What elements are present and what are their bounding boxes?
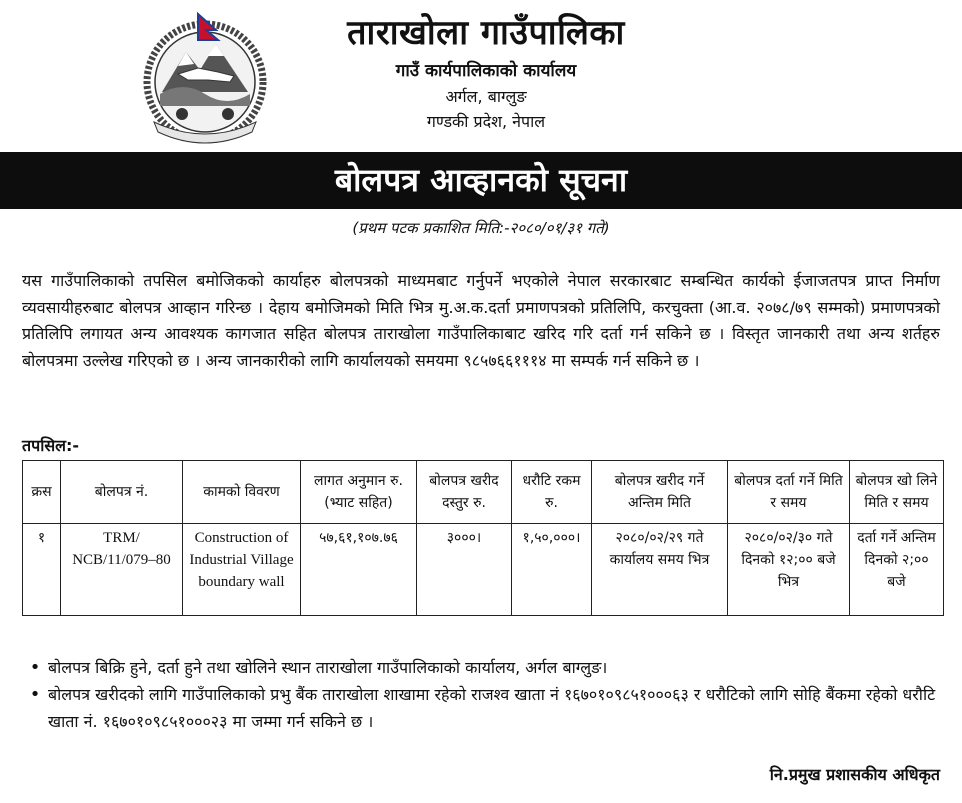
column-header: बोलपत्र दर्ता गर्ने मिति र समय	[728, 461, 850, 524]
list-item	[22, 654, 942, 681]
office-name: गाउँ कार्यपालिकाको कार्यालय	[395, 61, 577, 81]
cell-opening: दर्ता गर्ने अन्तिम दिनको २;०० बजे	[850, 524, 944, 616]
organization-name: ताराखोला गाउँपालिका	[347, 13, 625, 53]
cell-deposit: १,५०,०००।	[512, 524, 592, 616]
cell-registration: २०८०/०२/३० गते दिनको १२;०० बजे भित्र	[728, 524, 850, 616]
column-header: बोलपत्र खरीद दस्तुर रु.	[417, 461, 512, 524]
schedule-label: तपसिल:-	[22, 436, 80, 455]
table-header-row	[23, 461, 944, 524]
table-row	[23, 524, 944, 616]
column-header: धरौटि रकम रु.	[512, 461, 592, 524]
cell-estimate: ५७,६१,१०७.७६	[301, 524, 417, 616]
cell-purchase-deadline: २०८०/०२/२९ गते कार्यालय समय भित्र	[592, 524, 728, 616]
notes-list	[22, 654, 942, 735]
nepal-government-emblem-icon	[138, 10, 272, 148]
note-text: बोलपत्र बिक्रि हुने, दर्ता हुने तथा खोलिने स्थान ताराखोला गाउँपालिकाको कार्यालय, अर्गल बाग्लुङ।	[48, 658, 608, 677]
cell-bid-no: TRM/ NCB/11/079–80	[61, 524, 183, 616]
cell-fee: ३०००।	[417, 524, 512, 616]
column-header: बोलपत्र नं.	[61, 461, 183, 524]
column-header: लागत अनुमान रु. (भ्याट सहित)	[301, 461, 417, 524]
cell-description: Construction of Industrial Village boundary wall	[183, 524, 301, 616]
header-text	[276, 12, 696, 134]
intro-paragraph: यस गाउँपालिकाको तपसिल बमोजिकको कार्याहरु बोलपत्रको माध्यमबाट गर्नुपर्ने भएकोले नेपाल सरकारबाट सम्बन्धित कार्यको ईजाजतपत्र प्राप्त निर्माण व्यवसायीहरुबाट बोलपत्र आव्हान गरिन्छ । देहाय बमोजिमको मिति भित्र मु.अ.क.दर्ता प्रमाणपत्रको प्रतिलिपि, करचुक्ता (आ.व. २०७८/७९ सम्मको) प्रमाणपत्रको प्रतिलिपि लगायत अन्य आवश्यक कागजात सहित बोलपत्र ताराखोला गाउँपालिकाबाट खरिद गरि दर्ता गर्न सकिने छ । विस्तृत जानकारी तथा अन्य शर्तहरु बोलपत्रमा उल्लेख गरिएको छ । अन्य जानकारीको लागि कार्यालयको समयमा ९८५७६६१११४ मा सम्पर्क गर्न सकिने छ ।	[22, 271, 940, 370]
schedule-table	[22, 460, 944, 616]
address-line-1: अर्गल, बाग्लुङ	[445, 87, 527, 106]
column-header: बोलपत्र खो लिने मिति र समय	[850, 461, 944, 524]
notice-title-banner: बोलपत्र आव्हानको सूचना	[0, 152, 962, 209]
address-line-2: गण्डकी प्रदेश, नेपाल	[426, 112, 546, 131]
cell-sn: १	[23, 524, 61, 616]
column-header: बोलपत्र खरीद गर्ने अन्तिम मिति	[592, 461, 728, 524]
bullet-icon: •	[29, 684, 41, 705]
list-item	[22, 681, 942, 735]
header	[0, 0, 962, 150]
signature: नि.प्रमुख प्रशासकीय अधिकृत	[769, 765, 940, 784]
publish-date: (प्रथम पटक प्रकाशित मिति:-२०८०/०१/३१ गते)	[352, 219, 610, 237]
column-header: कामको विवरण	[183, 461, 301, 524]
note-text: बोलपत्र खरीदको लागि गाउँपालिकाको प्रभु बैंक ताराखोला शाखामा रहेको राजश्व खाता नं १६७०१०९८५१०००६३ र धरौटिको लागि सोहि बैंकमा रहेको धरौटि खाता नं. १६७०१०९८५१०००२३ मा जम्मा गर्न सकिने छ ।	[48, 685, 936, 731]
bullet-icon: •	[29, 657, 41, 678]
column-header: क्रस	[23, 461, 61, 524]
